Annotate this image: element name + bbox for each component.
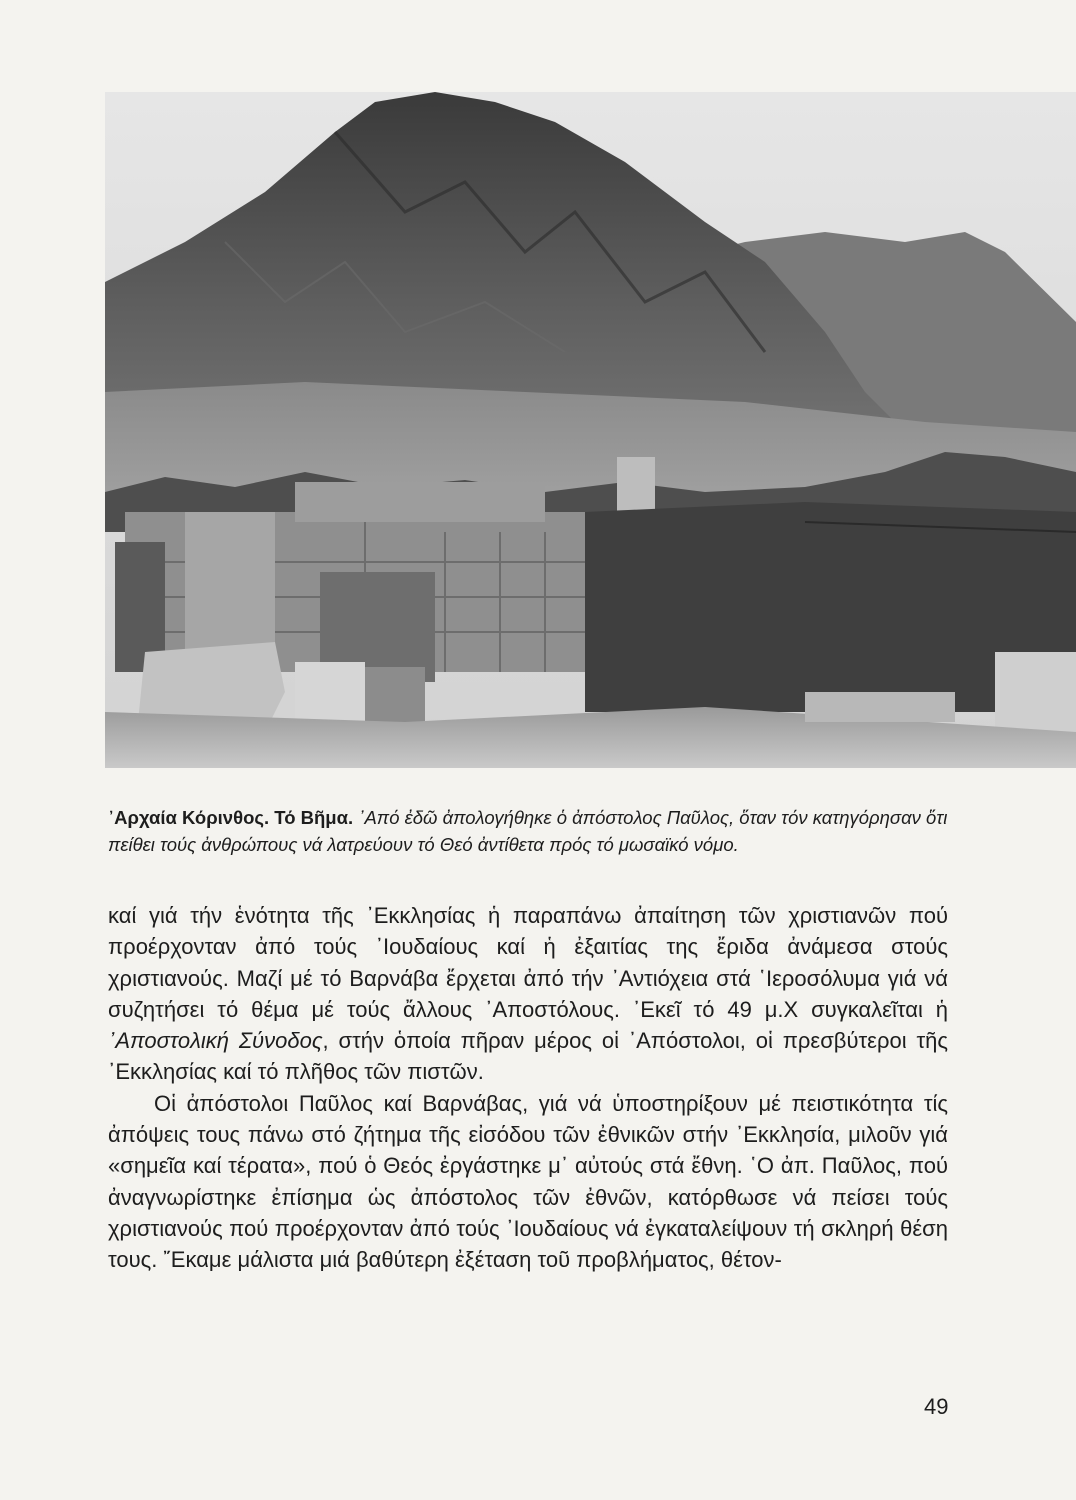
paragraph-1 [108, 900, 948, 1088]
caption-title: ᾿Αρχαία Κόρινθος. Τό Βῆμα. [108, 807, 354, 828]
photo-illustration [105, 92, 1076, 768]
page-number: 49 [924, 1394, 949, 1419]
paragraph-2: Οἱ ἀπόστολοι Παῦλος καί Βαρνάβας, γιά νά ὑποστηρίξουν μέ πειστικότητα τίς ἀπόψεις τους πάνω στό ζήτημα τῆς εἰσόδου τῶν ἐθνικῶν στήν ᾿Εκκλησία, μιλοῦν γιά «σημεῖα καί τέρατα», πού ὁ Θεός ἐργάστηκε μ᾿ αὐτούς στά ἔθνη. ῾Ο ἀπ. Παῦλος, πού ἀναγνωρίστηκε ἐπίσημα ὡς ἀπόστολος τῶν ἐθνῶν, κατόρθωσε νά πείσει τούς χριστιανούς πού προέρχονταν ἀπό τούς ᾿Ιουδαίους νά ἐγκαταλείψουν τή σκληρή θέση τους. ῎Εκαμε μάλιστα μιά βαθύτερη ἐξέταση τοῦ προβλήματος, θέτον- [108, 1090, 948, 1273]
body-text [108, 900, 948, 1276]
paragraph-1-italic: ᾿Αποστολική Σύνοδος [108, 1028, 323, 1054]
photo-caption [108, 804, 948, 858]
paragraph-1-part-a: καί γιά τήν ἑνότητα τῆς ᾿Εκκλησίας ἡ παραπάνω ἀπαίτηση τῶν χριστιανῶν πού προέρχονταν ἀπό τούς ᾿Ιουδαίους καί ἡ ἐξαιτίας της ἔριδα ἀνάμεσα στούς χριστιανούς. Μαζί μέ τό Βαρνάβα ἔρχεται ἀπό τήν ᾿Αντιόχεια στά ῾Ιεροσόλυμα γιά νά συζητήσει τό θέμα μέ τούς ἄλλους ᾿Αποστόλους. ᾿Εκεῖ τό 49 μ.Χ συγκαλεῖται ἡ [108, 903, 948, 1022]
paragraph-1-part-b: , στήν ὁποία πῆραν μέρος οἱ ᾿Απόστολοι, οἱ πρεσβύτεροι τῆς ᾿Εκκλησίας καί τό πλῆθος τῶν πιστῶν. [108, 1028, 948, 1085]
photo-ancient-corinth-bema [105, 92, 1076, 768]
caption-text: ᾿Από ἐδῶ ἀπολογήθηκε ὁ ἀπόστολος Παῦλος, ὅταν τόν κατηγόρησαν ὅτι πείθει τούς ἀνθρώπους νά λατρεύουν τό Θεό ἀντίθετα πρός τό μωσαϊκό νόμο. [108, 807, 948, 855]
